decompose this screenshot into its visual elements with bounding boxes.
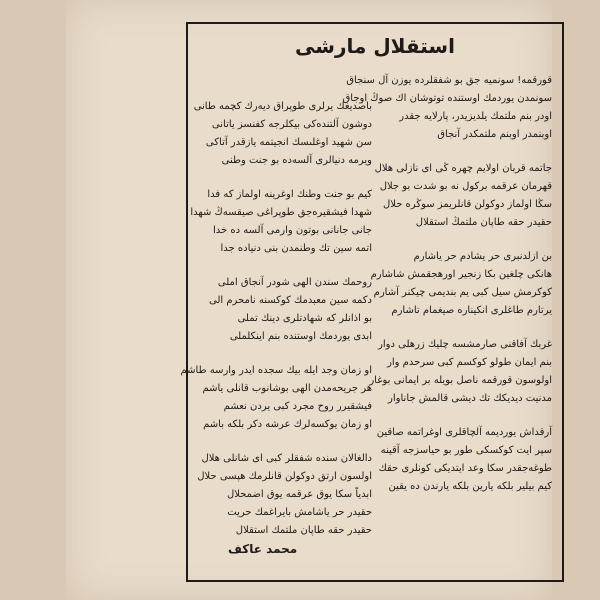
verse-line: ابدى يوردمك اوستنده بنم اينكلملى (229, 331, 372, 342)
verse-line: بن ازلدنبرى حر يشادم حر ياشارم (413, 251, 552, 262)
verse-line: روحمك سندن الهى شودر آنجاق املى (217, 277, 372, 288)
stanza (369, 336, 552, 408)
stanza (370, 248, 552, 320)
verse-line: هر جريحه‌مدن الهى بوشانوب قانلى ياشم (202, 383, 372, 394)
right-column (342, 72, 552, 512)
verse-line: بو اذانلر كه شهادتلرى دينك تملى (237, 313, 372, 324)
verse-line: كيم بيلير بلكه يارين بلكه يارندن ده يقين (388, 481, 552, 492)
verse-line: اوبنمدر اوبنم ملتمكدر آنجاق (437, 129, 552, 140)
stanza (196, 274, 372, 346)
author-signature: محمد عاكف (228, 542, 298, 556)
verse-line: كيم بو جنت وطنك اوغرينه اولماز كه فدا (207, 189, 372, 200)
verse-line: جانى جانانى بوتون وارمى آلسه ده خدا (213, 225, 372, 236)
verse-line: شهدا فيشقيره‌جق طوپراغى صيقسه‌ڭ شهدا (190, 207, 372, 218)
verse-line: هانكى چلغين بكا زنجير اورهجقمش شاشارم (370, 269, 552, 280)
stanza (342, 72, 552, 144)
verse-line: ابدياً سكا يوق عرقمه يوق اضمحلال (226, 489, 372, 500)
verse-line: جاتمه قربان اولايم چهره ڭى اى نازلى هلال (374, 163, 552, 174)
verse-line: حقيدر حقه طاپان ملتمڭ استقلال (415, 217, 552, 228)
verse-line: طوغه‌جقدر سكا وعد ايتديكى كونلرى حقك (378, 463, 552, 474)
verse-line: سن شهيد اوغلىسك انجيتمه‌ ياز‌قدر آتاكى (205, 137, 372, 148)
stanza (376, 160, 552, 232)
stanza (196, 450, 372, 540)
verse-line: مدنيت ديديكك تك ديشى قالمش جاناوار (388, 393, 552, 404)
verse-line: سپر ايت كوكسكى طور بو حياسزجه آقينه (380, 445, 552, 456)
stanza (180, 362, 372, 434)
verse-line: يرتارم طاغلرى انكيناره صيغمام تاشارم (391, 305, 552, 316)
poem-title: استقلال مارشى (295, 34, 455, 58)
verse-line: فيشقيرر روح مجرد كبى يردن نعشم (223, 401, 372, 412)
verse-line: غربك آفاقنى صارمشسه چليك زرهلى دوار (378, 339, 552, 350)
verse-line: قورقمه! سونميه جق بو شفقلرده يوزن آل سنجاق (346, 75, 552, 86)
verse-line: دوشون آلتنده‌كى بيكلرجه كفنسز ياتانى (211, 119, 372, 130)
verse-line: سڭا اولماز دوكولن قانلريمز سوڭره حلال (382, 199, 552, 210)
verse-line: دكمه سين معبدمك كوكسنه نامحرم الى (209, 295, 372, 306)
verse-line: دالغالان سنده شفقلر كبى اى شانلى هلال (201, 453, 372, 464)
left-column (180, 98, 372, 556)
stanza (193, 98, 372, 170)
verse-line: او زمان وجد ايله بيك سجده ايدر وارسه طاشم (180, 365, 372, 376)
verse-line: ويرمه دنيالرى آلسه‌ده بو جنت وطنى (221, 155, 372, 166)
verse-line: باصديغك يرلرى طوپراق ديه‌رك كچمه طانى (193, 101, 372, 112)
verse-line: حقيدر حر ياشامش بايراغمك حريت (227, 507, 372, 518)
verse-line: حقيدر حقه طاپان ملتمك استقلال (235, 525, 372, 536)
verse-line: آرقداش يورديمه آلچاقلرى اوغراتمه صاقين (376, 427, 552, 438)
verse-line: قهرمان عرقمه بركول نه بو شدت بو جلال (379, 181, 552, 192)
poem-frame (180, 22, 564, 582)
verse-line: اولوسون قورقمه ناصل بويله بر ايمانى بوغار (369, 375, 552, 386)
verse-line: بنم ايمان طولو كوكسم كبى سرحدم وار (387, 357, 552, 368)
verse-line: اولسون ارتق دوكولن قانلرمك هپسى حلال (197, 471, 372, 482)
verse-line: كوكرمش سيل كبى يم بنديمى چيكنر آشارم (373, 287, 552, 298)
verse-line: اودر بنم ملتمك يلديزيدر، پارلايه جقدر (399, 111, 552, 122)
verse-line: سونمدن يوردمك اوستنده توتوشان اك صوڭ اوجاق (342, 93, 552, 104)
stanza (190, 186, 372, 258)
stanza (376, 424, 552, 496)
verse-line: اتمه سين تك وطنمدن بنى دنياده جدا (220, 243, 372, 254)
paper-sheet (66, 0, 552, 600)
verse-line: او زمان يوكسه‌لرك عرشه دكر بلكه باشم (203, 419, 372, 430)
